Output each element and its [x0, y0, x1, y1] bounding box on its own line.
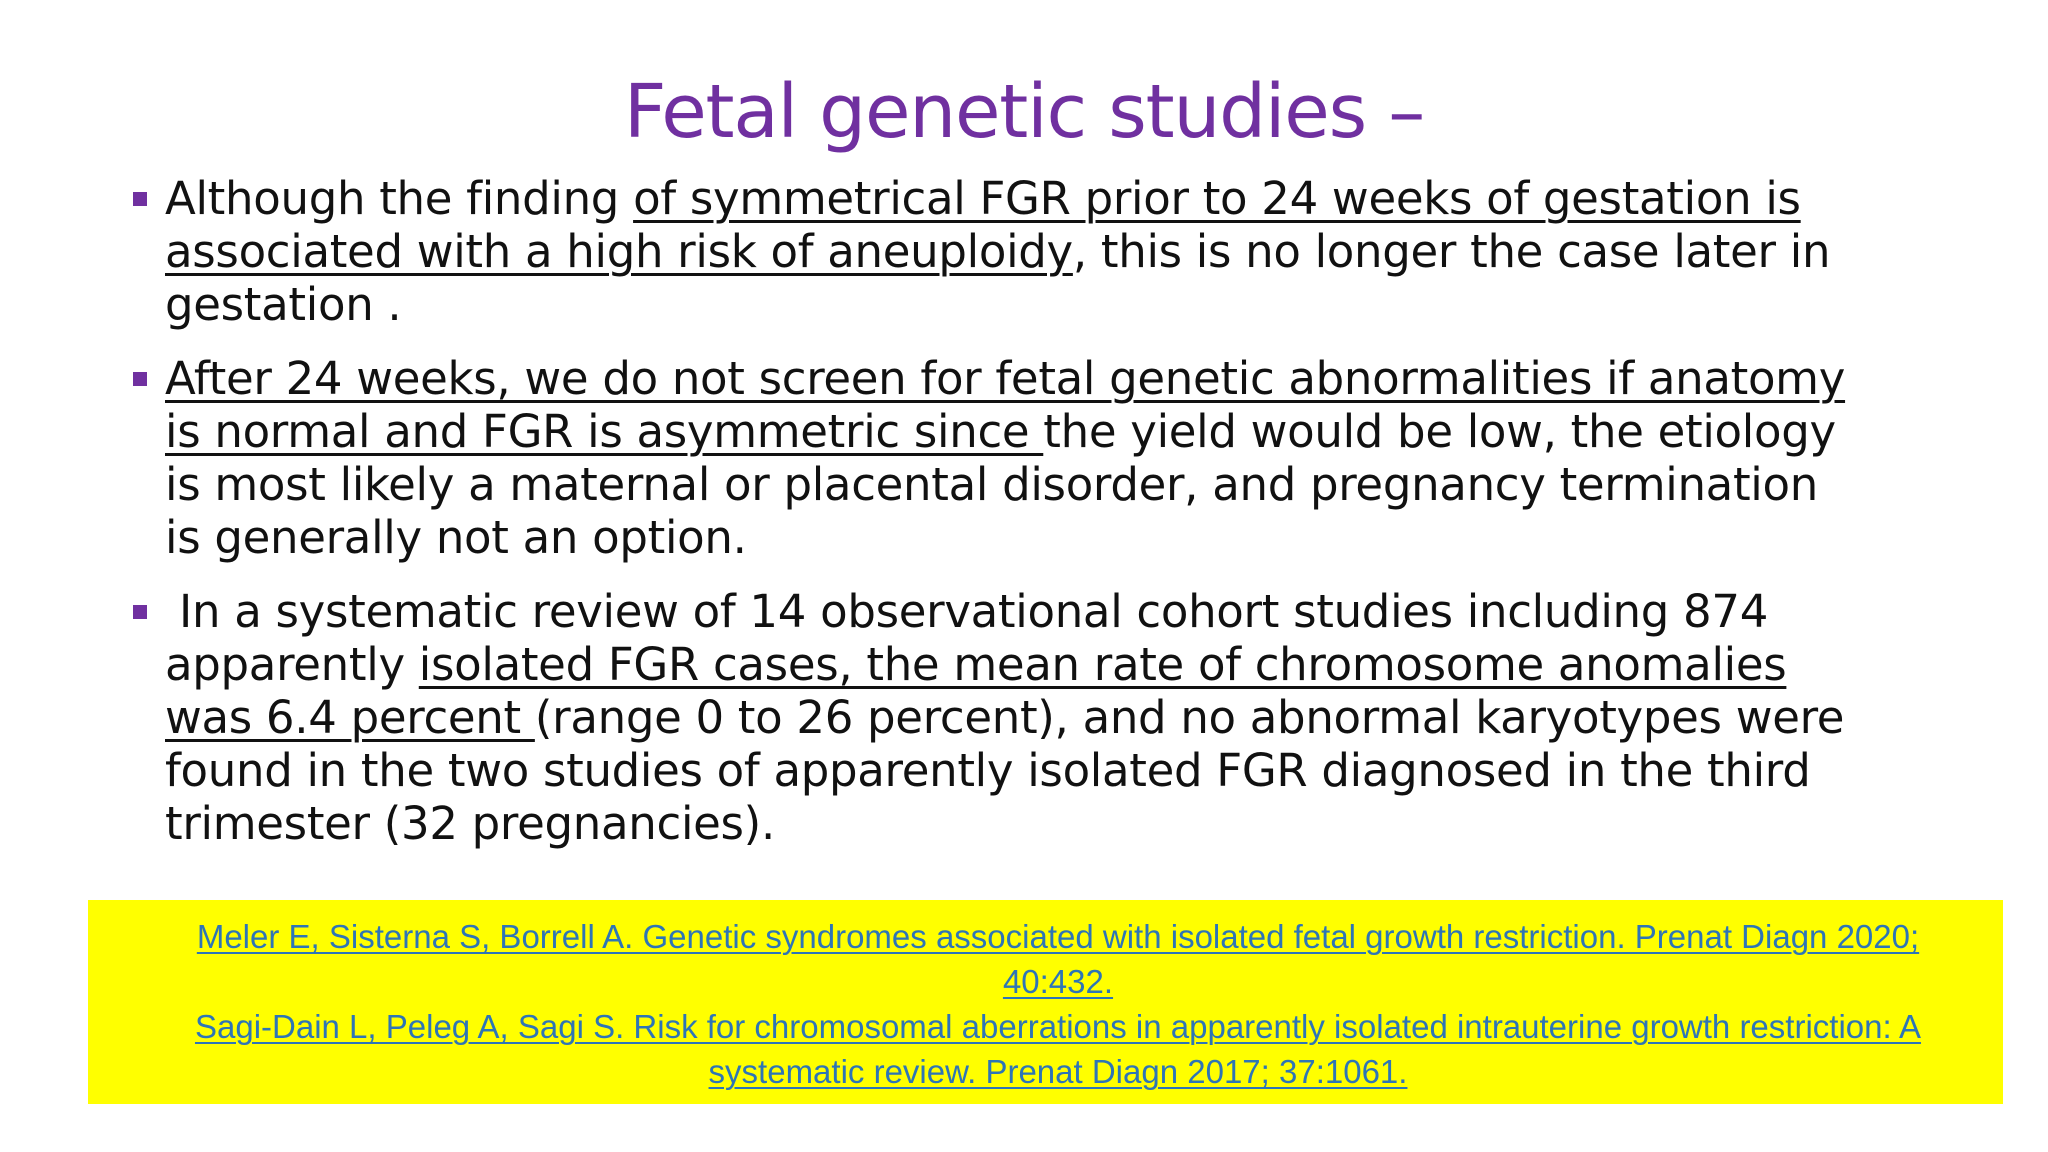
bullet-line [165, 691, 1890, 744]
bullet-item [130, 585, 1890, 850]
square-bullet-icon [133, 605, 147, 619]
reference-link-meler-2020[interactable]: Meler E, Sisterna S, Borrell A. Genetic syndromes associated with isolated fetal growth restriction. Prenat Diagn 2020; 40:432. [196, 918, 1920, 1000]
underlined-text: associated with a high risk of aneuploidy [165, 225, 1073, 278]
bullet-line [165, 352, 1890, 405]
underlined-text: isolated FGR cases, the mean rate of chromosome anomalies [418, 638, 1787, 691]
bullet-line [165, 585, 1890, 638]
bullet-line [165, 638, 1890, 691]
bullet-item [130, 352, 1890, 564]
bullet-text: Although the finding [165, 172, 634, 225]
bullet-text: gestation . [165, 278, 402, 331]
underlined-text: is normal and FGR is asymmetric since [165, 405, 1044, 458]
bullet-line [165, 225, 1890, 278]
bullet-line [165, 797, 1890, 850]
bullet-text: the yield would be low, the etiology [1043, 405, 1836, 458]
bullet-text: apparently [165, 638, 419, 691]
bullet-text: (range 0 to 26 percent), and no abnormal karyotypes were [534, 691, 1845, 744]
bullet-text: is generally not an option. [165, 511, 747, 564]
bullet-line [165, 511, 1890, 564]
bullet-text: , this is no longer the case later in [1072, 225, 1831, 278]
square-bullet-icon [133, 372, 147, 386]
underlined-text: After 24 weeks, we do not screen for fetal genetic abnormalities if anatomy [165, 352, 1846, 405]
bullet-line [165, 172, 1890, 225]
bullet-line [165, 744, 1890, 797]
bullet-list [130, 172, 1890, 871]
bullet-text: In a systematic review of 14 observational cohort studies including 874 [165, 585, 1769, 638]
bullet-line [165, 458, 1890, 511]
bullet-line [165, 405, 1890, 458]
bullet-text: trimester (32 pregnancies). [165, 797, 775, 850]
bullet-line [165, 278, 1890, 331]
slide-title: Fetal genetic studies – [623, 69, 1425, 155]
square-bullet-icon [133, 192, 147, 206]
bullet-text: is most likely a maternal or placental disorder, and pregnancy termination [165, 458, 1818, 511]
bullet-text: found in the two studies of apparently isolated FGR diagnosed in the third [165, 744, 1811, 797]
underlined-text: was 6.4 percent [165, 691, 535, 744]
bullet-item [130, 172, 1890, 331]
references-box [88, 900, 2003, 1104]
references-text [148, 914, 1968, 1094]
underlined-text: of symmetrical FGR prior to 24 weeks of gestation is [633, 172, 1801, 225]
reference-link-sagi-dain-2017[interactable]: Sagi-Dain L, Peleg A, Sagi S. Risk for chromosomal aberrations in apparently isolated intrauterine growth restriction: A systematic review. Prenat Diagn 2017; 37:1061. [194, 1008, 1922, 1090]
